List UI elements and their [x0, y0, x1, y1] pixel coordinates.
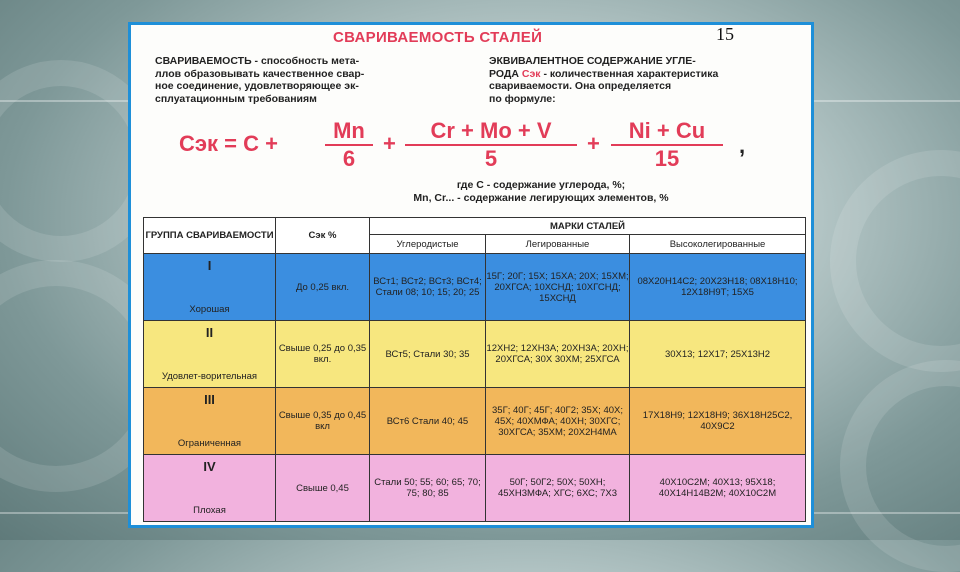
- fraction-cr-mo-v: [405, 119, 577, 171]
- document-page: [128, 22, 814, 528]
- fraction-numerator: Cr + Mo + V: [430, 118, 552, 143]
- group-cell: [144, 455, 276, 522]
- alloy-cell: 15Г; 20Г; 15Х; 15ХА; 20Х; 15ХМ; 20ХГСА; 10ХСНД; 10ХГСНД; 15ХСНД: [486, 254, 630, 321]
- table-row: [144, 455, 806, 522]
- table-row: [144, 254, 806, 321]
- group-number: I: [207, 258, 212, 273]
- fraction-denominator: 15: [654, 146, 680, 171]
- high-alloy-cell: 08Х20Н14С2; 20Х23Н18; 08Х18Н10; 12Х18Н9Т; 15Х5: [630, 254, 806, 321]
- definition-line: сплуатационным требованиям: [155, 92, 317, 105]
- group-number: IV: [203, 459, 216, 474]
- header-cek: Сэк %: [276, 218, 370, 254]
- group-cell: [144, 321, 276, 388]
- alloy-cell: 35Г; 40Г; 45Г; 40Г2; 35Х; 40Х; 45Х; 40ХМФА; 40ХН; 30ХГС; 30ХГСА; 35ХМ; 20Х2Н4МА: [486, 388, 630, 455]
- high-alloy-cell: 30Х13; 12Х17; 25Х13Н2: [630, 321, 806, 388]
- header-carbon: Углеродистые: [370, 235, 486, 254]
- table-row: [144, 388, 806, 455]
- weldability-definition: [155, 55, 467, 105]
- weldability-table: [143, 217, 806, 522]
- header-alloy: Легированные: [486, 235, 630, 254]
- fraction-ni-cu: [611, 119, 723, 171]
- group-cell: [144, 254, 276, 321]
- legend-line: где С - содержание углерода, %;: [456, 179, 626, 191]
- carbon-cell: Стали 50; 55; 60; 65; 70; 75; 80; 85: [370, 455, 486, 522]
- formula-lhs: Сэк = С +: [179, 131, 278, 156]
- formula-legend: [291, 179, 791, 205]
- legend-line: Mn, Cr... - содержание легирующих элементов, %: [413, 192, 669, 204]
- high-alloy-cell: 40Х10С2М; 40Х13; 95Х18; 40Х14Н14В2М; 40Х10С2М: [630, 455, 806, 522]
- definition-line: - способность мета-: [254, 55, 360, 67]
- cek-symbol: Сэк: [521, 67, 541, 80]
- page-number: 15: [716, 24, 734, 44]
- group-label: Хорошая: [189, 304, 230, 315]
- cek-cell: До 0,25 вкл.: [276, 254, 370, 321]
- formula-comma: ,: [739, 133, 746, 158]
- fraction-denominator: 5: [484, 146, 498, 171]
- header-group: ГРУППА СВАРИВАЕМОСТИ: [144, 218, 276, 254]
- equivalent-line: по формуле:: [489, 92, 556, 105]
- cek-cell: Свыше 0,25 до 0,35 вкл.: [276, 321, 370, 388]
- formula-plus: +: [383, 131, 396, 156]
- alloy-cell: 50Г; 50Г2; 50Х; 50ХН; 45ХН3МФА; ХГС; 6ХС; 7Х3: [486, 455, 630, 522]
- background-decoration-ring: [830, 150, 960, 372]
- definition-term: СВАРИВАЕМОСТЬ: [155, 55, 252, 67]
- equivalent-line: РОДА: [489, 67, 519, 80]
- group-number: II: [205, 325, 214, 340]
- high-alloy-cell: 17Х18Н9; 12Х18Н9; 36Х18Н25С2, 40Х9С2: [630, 388, 806, 455]
- group-label: Ограниченная: [177, 438, 242, 449]
- page-title: СВАРИВАЕМОСТЬ СТАЛЕЙ: [333, 29, 543, 46]
- group-label: Удовлет-ворительная: [161, 371, 258, 382]
- carbon-equivalent-description: [489, 55, 799, 105]
- definition-line: ллов образовывать качественное свар-: [155, 67, 365, 80]
- group-label: Плохая: [193, 505, 226, 516]
- carbon-cell: ВСт5; Стали 30; 35: [370, 321, 486, 388]
- equivalent-line: ЭКВИВАЛЕНТНОЕ СОДЕРЖАНИЕ УГЛЕ-: [489, 55, 696, 67]
- equivalent-line: - количественная характеристика свариваемости. Она определяется: [489, 67, 719, 92]
- carbon-cell: ВСт6 Стали 40; 45: [370, 388, 486, 455]
- carbon-equivalent-formula: [179, 119, 779, 173]
- cek-cell: Свыше 0,35 до 0,45 вкл: [276, 388, 370, 455]
- header-high-alloy: Высоколегированные: [630, 235, 806, 254]
- fraction-mn: [325, 119, 373, 171]
- header-grades: МАРКИ СТАЛЕЙ: [370, 218, 806, 235]
- definition-line: ное соединение, удовлетворяющее эк-: [155, 80, 359, 92]
- fraction-denominator: 6: [342, 146, 356, 171]
- carbon-cell: ВСт1; ВСт2; ВСт3; ВСт4; Стали 08; 10; 15; 20; 25: [370, 254, 486, 321]
- alloy-cell: 12ХН2; 12ХН3А; 20ХН3А; 20ХН; 20ХГСА; 30Х 30ХМ; 25ХГСА: [486, 321, 630, 388]
- cek-cell: Свыше 0,45: [276, 455, 370, 522]
- formula-plus: +: [587, 131, 600, 156]
- table-row: [144, 321, 806, 388]
- fraction-numerator: Ni + Cu: [628, 118, 706, 143]
- group-cell: [144, 388, 276, 455]
- group-number: III: [204, 392, 215, 407]
- fraction-numerator: Mn: [333, 118, 365, 143]
- background-decoration-ring: [840, 360, 960, 572]
